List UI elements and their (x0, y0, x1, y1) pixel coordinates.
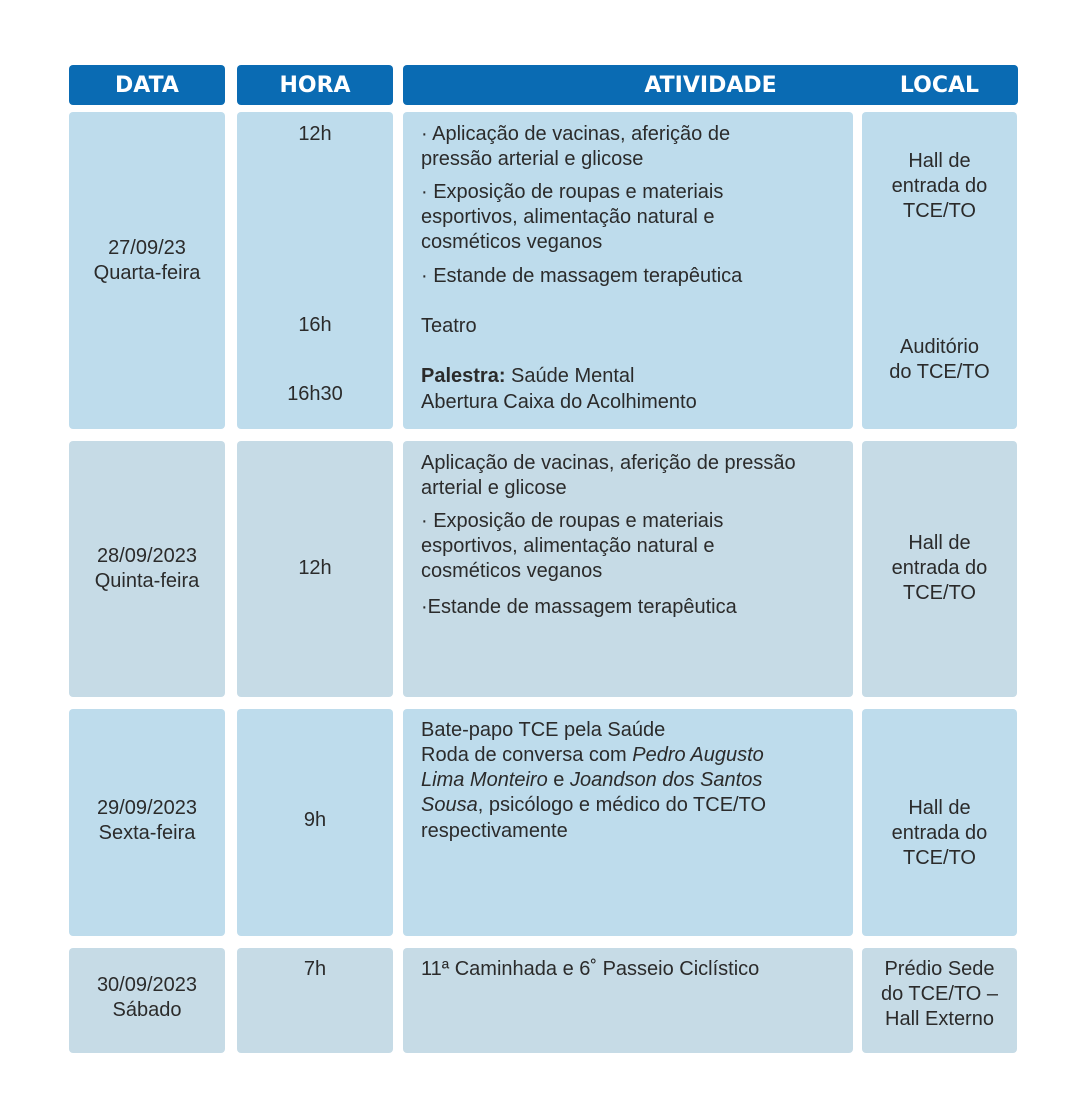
weekday: Sábado (112, 999, 182, 1021)
weekday: Quinta-feira (94, 570, 200, 592)
activity-cell-row3 (403, 709, 853, 936)
time: 16h (298, 314, 332, 336)
weekday: Sexta-feira (98, 822, 196, 844)
header-atividade: ATIVIDADE (403, 65, 1018, 105)
local-line: Hall Externo (885, 1008, 994, 1030)
local-line: do TCE/TO – (880, 983, 999, 1005)
header-local: LOCAL (862, 65, 1017, 105)
activity-line: Bate-papo TCE pela Saúde (421, 719, 666, 741)
person-name: Lima Monteiro (421, 769, 548, 791)
local-line: entrada do (891, 175, 988, 197)
date-cell-row1 (69, 112, 225, 429)
local-cell-row3 (862, 709, 1017, 936)
palestra-label: Palestra: (421, 365, 506, 387)
local-line: entrada do (891, 822, 988, 844)
activity-line: · Estande de massagem terapêutica (421, 265, 743, 287)
local-line: TCE/TO (903, 847, 976, 869)
activity-line: arterial e glicose (421, 477, 567, 499)
activity-line: cosméticos veganos (421, 231, 603, 253)
activity-line: · Exposição de roupas e materiais (421, 181, 724, 203)
local-cell-row4 (862, 948, 1017, 1053)
date-cell-row3 (69, 709, 225, 936)
activity-line: Abertura Caixa do Acolhimento (421, 391, 697, 413)
time: 16h30 (287, 383, 343, 405)
date: 28/09/2023 (96, 545, 198, 567)
local-line: TCE/TO (903, 200, 976, 222)
activity-line: cosméticos veganos (421, 560, 603, 582)
local-cell-row1 (862, 112, 1017, 429)
local-line: Auditório (900, 336, 979, 358)
time-cell-row4 (237, 948, 393, 1053)
local-line: Hall de (908, 532, 971, 554)
person-name: Pedro Augusto (632, 744, 764, 766)
text-part: Roda de conversa com (421, 744, 633, 766)
activity-line (421, 743, 847, 768)
time-cell-row3 (237, 709, 393, 936)
date: 30/09/2023 (96, 974, 198, 996)
activity-line (421, 793, 847, 818)
person-name: Sousa (421, 794, 478, 816)
activity-line: · Exposição de roupas e materiais (421, 510, 724, 532)
date: 27/09/23 (108, 237, 186, 259)
header-data: DATA (69, 65, 225, 105)
weekday: Quarta-feira (93, 262, 201, 284)
time: 9h (303, 809, 327, 831)
local-line: Prédio Sede (884, 958, 995, 980)
local-line: Hall de (908, 150, 971, 172)
activity-line: pressão arterial e glicose (421, 148, 644, 170)
date-cell-row2 (69, 441, 225, 697)
local-line: do TCE/TO (889, 361, 990, 383)
date-cell-row4 (69, 948, 225, 1053)
activity-line: · Aplicação de vacinas, aferição de (421, 123, 731, 145)
activity-cell-row2 (403, 441, 853, 697)
local-cell-row2 (862, 441, 1017, 697)
header-hora: HORA (237, 65, 393, 105)
time: 7h (303, 958, 327, 980)
activity-line: Aplicação de vacinas, aferição de pressão (421, 452, 796, 474)
time-cell-row2 (237, 441, 393, 697)
time: 12h (298, 123, 332, 145)
palestra-text: Saúde Mental (505, 365, 635, 387)
activity-line: respectivamente (421, 820, 568, 842)
time: 12h (298, 557, 332, 579)
person-name: Joandson dos Santos (569, 769, 763, 791)
activity-line: esportivos, alimentação natural e (421, 535, 715, 557)
palestra-line (421, 364, 847, 389)
activity-line (421, 768, 847, 793)
time-cell-row1 (237, 112, 393, 429)
date: 29/09/2023 (96, 797, 198, 819)
activity-line: ·Estande de massagem terapêutica (421, 596, 737, 618)
activity-line: esportivos, alimentação natural e (421, 206, 715, 228)
activity-line: Teatro (421, 315, 477, 337)
activity-cell-row4 (403, 948, 853, 1053)
local-line: entrada do (891, 557, 988, 579)
activity-cell-row1 (403, 112, 853, 429)
text-part: e (547, 769, 570, 791)
activity-line: 11ª Caminhada e 6˚ Passeio Ciclístico (421, 958, 760, 980)
text-part: , psicólogo e médico do TCE/TO (477, 794, 767, 816)
local-line: TCE/TO (903, 582, 976, 604)
local-line: Hall de (908, 797, 971, 819)
